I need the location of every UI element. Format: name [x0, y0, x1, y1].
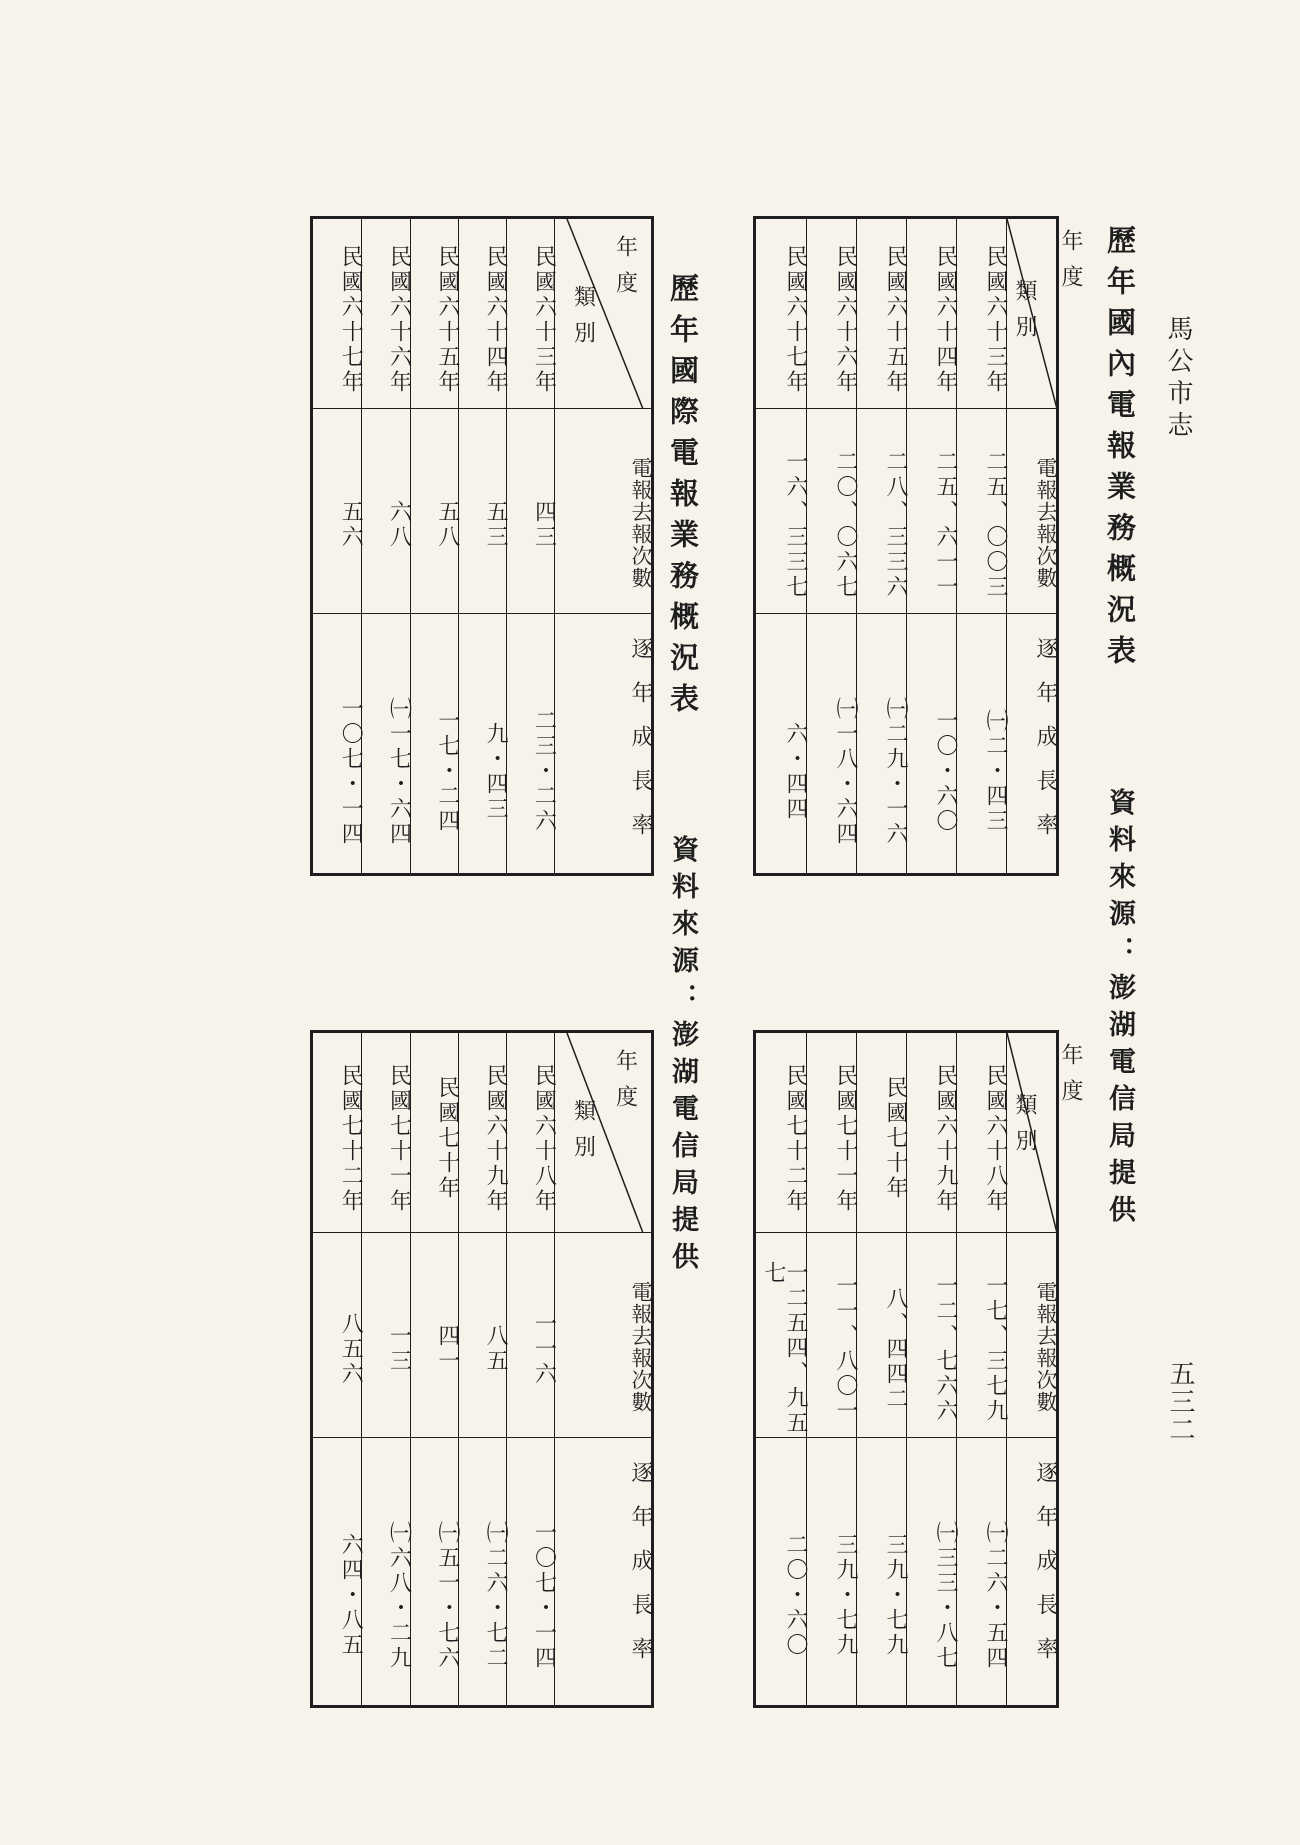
count-cell: 一一、八〇一 — [807, 1233, 856, 1438]
international-source-note: 資料來源：澎湖電信局提供 — [667, 835, 698, 1279]
rate-cell: 一〇・六〇 — [933, 709, 958, 834]
count-cell: 八五六 — [313, 1233, 361, 1438]
year-cell: 民國七十年 — [857, 1033, 906, 1233]
year-header: 年度 — [612, 1049, 638, 1121]
table-row — [506, 1033, 557, 1705]
count-header: 電報去報次數 — [555, 409, 651, 614]
category-header: 類別 — [1012, 279, 1037, 351]
table-row — [313, 1033, 364, 1705]
count-cell: 五六 — [313, 409, 361, 614]
international-table-part1 — [310, 216, 654, 876]
year-cell: 民國六十三年 — [957, 219, 1006, 409]
rate-cell: 一七・二四 — [434, 709, 460, 834]
table-row — [361, 1033, 412, 1705]
rate-cell: ㈠二六・七二 — [483, 1520, 509, 1671]
domestic-table-part2 — [753, 1030, 1083, 1708]
count-cell: 四一 — [411, 1233, 458, 1438]
rate-cell: ㈠一八・六四 — [833, 696, 858, 847]
rate-cell: 三九・七九 — [883, 1533, 908, 1658]
year-cell: 民國七十年 — [411, 1033, 458, 1233]
year-cell: 民國六十五年 — [411, 219, 458, 409]
rate-cell: 一〇七・一四 — [531, 1520, 557, 1671]
count-cell: 一二、七六六 — [907, 1233, 956, 1438]
table-row — [410, 1033, 458, 1705]
header-column — [1006, 219, 1083, 873]
year-cell: 民國六十八年 — [507, 1033, 554, 1233]
domestic-source-note: 資料來源：澎湖電信局提供 — [1104, 788, 1135, 1232]
diagonal-header-cell — [1007, 1033, 1083, 1233]
table-row — [756, 1033, 806, 1705]
year-cell: 民國七十二年 — [313, 1033, 361, 1233]
count-cell: 一三 — [362, 1233, 409, 1438]
year-cell: 民國七十一年 — [807, 1033, 856, 1233]
rate-cell: 三九・七九 — [833, 1533, 858, 1658]
year-cell: 民國六十四年 — [907, 219, 956, 409]
count-cell: 二五、〇〇三 — [957, 409, 1006, 614]
diagonal-header-cell — [555, 219, 651, 409]
table-row — [806, 1033, 856, 1705]
count-cell: 二八、三三六 — [857, 409, 906, 614]
table-row — [956, 219, 1006, 873]
book-title: 馬公市志 — [1163, 315, 1193, 443]
count-cell: 一六、三三七 — [756, 409, 806, 614]
count-cell: 五三 — [459, 409, 506, 614]
rate-header: 逐年成長率 — [1033, 1460, 1058, 1681]
rate-cell: 六・四四 — [783, 721, 808, 822]
count-cell: 四三 — [507, 409, 554, 614]
rate-cell: ㈠二九・一六 — [883, 696, 908, 847]
year-cell: 民國六十六年 — [807, 219, 856, 409]
count-cell: 一一六 — [507, 1233, 554, 1438]
year-cell: 民國六十四年 — [459, 219, 506, 409]
count-cell: 一七、三七九 — [957, 1233, 1006, 1438]
international-table-part2 — [310, 1030, 654, 1708]
diagonal-header-cell — [1007, 219, 1083, 409]
table-row — [756, 219, 806, 873]
rate-cell: ㈠六八・二九 — [386, 1520, 412, 1671]
domestic-table-title: 歷年國內電報業務概況表 — [1103, 225, 1137, 676]
diagonal-header-cell — [555, 1033, 651, 1233]
count-header: 電報去報次數 — [1007, 1233, 1056, 1438]
rate-header: 逐年成長率 — [1033, 636, 1058, 857]
domestic-table-part1 — [753, 216, 1083, 876]
rate-cell: ㈠二六・五四 — [983, 1520, 1008, 1671]
table-row — [506, 219, 557, 873]
rate-cell: 二三・二六 — [531, 709, 557, 834]
table-row — [906, 219, 956, 873]
category-header: 類別 — [570, 1099, 596, 1171]
rate-header: 逐年成長率 — [628, 1460, 653, 1681]
year-cell: 民國六十八年 — [957, 1033, 1006, 1233]
header-column — [554, 1033, 651, 1705]
international-table-title: 歷年國際電報業務概況表 — [666, 273, 700, 724]
rate-cell: 六四・八五 — [338, 1533, 364, 1658]
table-row — [806, 219, 856, 873]
year-cell: 民國六十六年 — [362, 219, 409, 409]
rate-cell: 一〇七・一四 — [338, 696, 364, 847]
rate-cell: ㈠一七・六四 — [386, 696, 412, 847]
count-cell: 六八 — [362, 409, 409, 614]
table-row — [458, 219, 509, 873]
count-header: 電報去報次數 — [1007, 409, 1056, 614]
year-cell: 民國七十一年 — [362, 1033, 409, 1233]
year-cell: 民國六十三年 — [507, 219, 554, 409]
rate-cell: ㈠三三・八七 — [933, 1520, 958, 1671]
rate-cell: 二〇・六〇 — [783, 1533, 808, 1658]
table-row — [906, 1033, 956, 1705]
year-cell: 民國六十七年 — [313, 219, 361, 409]
category-header: 類別 — [570, 285, 596, 357]
rate-cell: 九・四三 — [483, 721, 509, 822]
year-cell: 民國六十九年 — [459, 1033, 506, 1233]
header-column — [554, 219, 651, 873]
table-row — [956, 1033, 1006, 1705]
table-row — [856, 1033, 906, 1705]
year-header: 年度 — [612, 235, 638, 307]
table-row — [313, 219, 364, 873]
rate-cell: ㈠五一・七六 — [434, 1520, 460, 1671]
table-row — [458, 1033, 509, 1705]
rate-header: 逐年成長率 — [628, 636, 653, 857]
year-header: 年度 — [1058, 229, 1083, 301]
table-row — [410, 219, 458, 873]
year-header: 年度 — [1058, 1043, 1083, 1115]
count-cell: 五八 — [411, 409, 458, 614]
year-cell: 民國六十七年 — [756, 219, 806, 409]
table-row — [361, 219, 412, 873]
count-cell: 二五、六一一 — [907, 409, 956, 614]
rate-cell: ㈠二・四三 — [983, 709, 1008, 834]
count-cell: 一二五四、九五七 — [756, 1233, 806, 1438]
page-number: 五三二 — [1165, 1360, 1195, 1444]
year-cell: 民國六十五年 — [857, 219, 906, 409]
year-cell: 民國七十二年 — [756, 1033, 806, 1233]
count-cell: 八五 — [459, 1233, 506, 1438]
count-cell: 二〇、〇六七 — [807, 409, 856, 614]
table-row — [856, 219, 906, 873]
count-header: 電報去報次數 — [555, 1233, 651, 1438]
count-cell: 八、四四二 — [857, 1233, 906, 1438]
header-column — [1006, 1033, 1083, 1705]
year-cell: 民國六十九年 — [907, 1033, 956, 1233]
category-header: 類別 — [1012, 1093, 1037, 1165]
